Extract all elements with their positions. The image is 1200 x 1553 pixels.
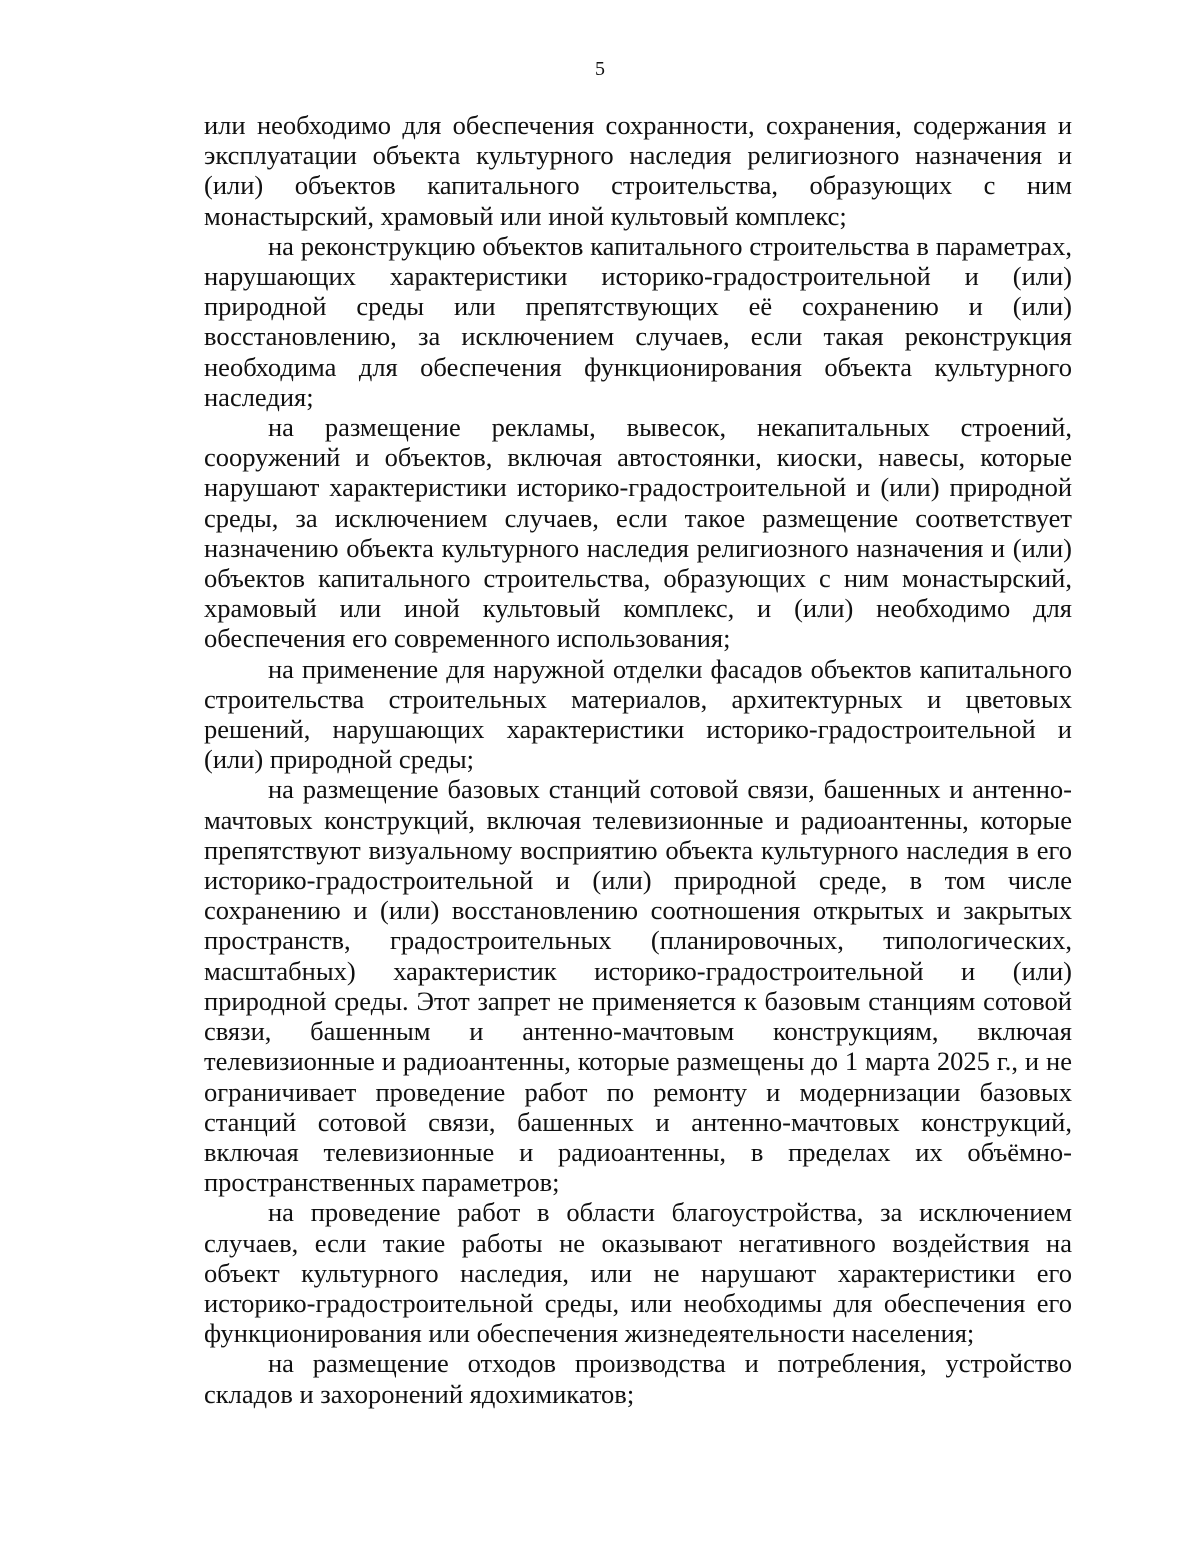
paragraph: или необходимо для обеспечения сохранности, сохранения, содержания и эксплуатации объекта культурного наследия религиозного назначения и (или) объектов капитального строительства, образующих с ним монастырский, храмовый или иной культовый комплекс; <box>204 110 1072 231</box>
paragraph: на размещение рекламы, вывесок, некапитальных строений, сооружений и объектов, включая автостоянки, киоски, навесы, которые нарушают характеристики историко-градостроительной и (или) природной среды, за исключением случаев, если такое размещение соответствует назначению объекта культурного наследия религиозного назначения и (или) объектов капитального строительства, образующих с ним монастырский, храмовый или иной культовый комплекс, и (или) необходимо для обеспечения его современного использования; <box>204 412 1072 654</box>
paragraph: на размещение отходов производства и потребления, устройство складов и захоронений ядохимикатов; <box>204 1348 1072 1409</box>
paragraph: на проведение работ в области благоустройства, за исключением случаев, если такие работы не оказывают негативного воздействия на объект культурного наследия, или не нарушают характеристики его историко-градостроительной среды, или необходимы для обеспечения его функционирования или обеспечения жизнедеятельности населения; <box>204 1197 1072 1349</box>
paragraph: на применение для наружной отделки фасадов объектов капитального строительства строительных материалов, архитектурных и цветовых решений, нарушающих характеристики историко-градостроительной и (или) природной среды; <box>204 653 1072 775</box>
page-number: 5 <box>595 58 605 80</box>
paragraph: на реконструкцию объектов капитального строительства в параметрах, нарушающих характеристики историко-градостроительной и (или) природной среды или препятствующих её сохранению и (или) восстановлению, за исключением случаев, если такая реконструкция необходима для обеспечения функционирования объекта культурного наследия; <box>204 230 1072 412</box>
paragraph: на размещение базовых станций сотовой связи, башенных и антенно-мачтовых конструкций, включая телевизионные и радиоантенны, которые препятствуют визуальному восприятию объекта культурного наследия в его историко-градостроительной и (или) природной среде, в том числе сохранению и (или) восстановлению соотношения открытых и закрытых пространств, градостроительных (планировочных, типологических, масштабных) характеристик историко-градостроительной и (или) природной среды. Этот запрет не применяется к базовым станциям сотовой связи, башенным и антенно-мачтовым конструкциям, включая телевизионные и радиоантенны, которые размещены до 1 марта 2025 г., и не ограничивает проведение работ по ремонту и модернизации базовых станций сотовой связи, башенных и антенно-мачтовых конструкций, включая телевизионные и радиоантенны, в пределах их объёмно-пространственных параметров; <box>204 774 1072 1198</box>
document-body <box>204 110 1072 1409</box>
